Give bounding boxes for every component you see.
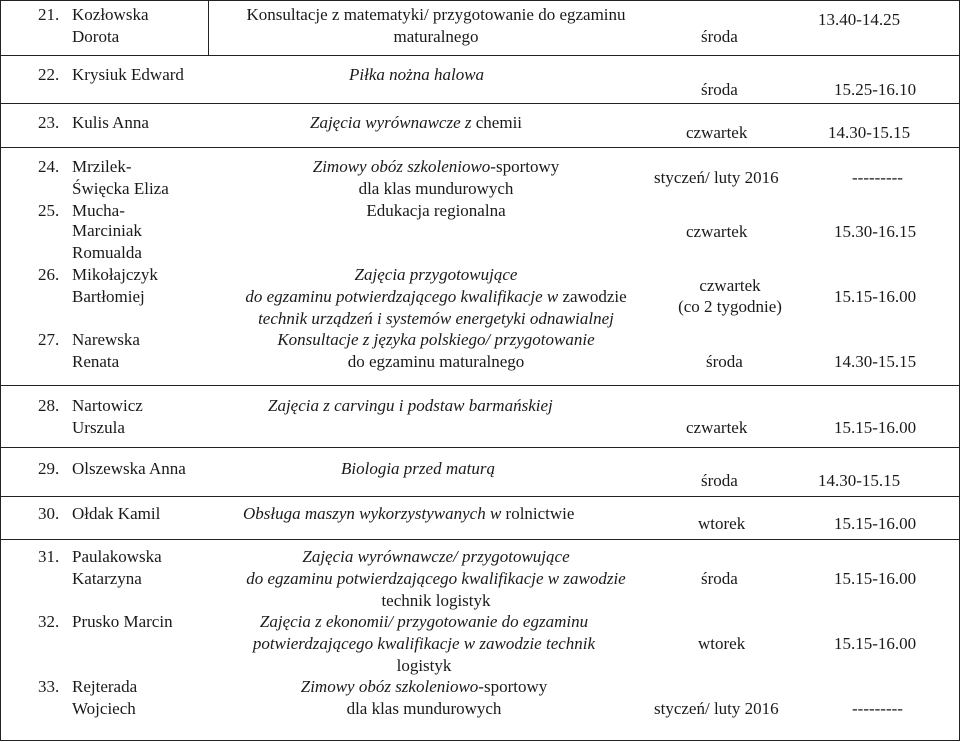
teacher-name: Narewska bbox=[72, 330, 140, 349]
day: środa bbox=[701, 80, 738, 99]
activity-name-part: Zimowy obóz szkoleniowo- bbox=[312, 157, 496, 176]
column-divider bbox=[208, 0, 209, 56]
activity-name: Piłka nożna halowa bbox=[349, 65, 485, 84]
day-note: (co 2 tygodnie) bbox=[678, 297, 782, 316]
time: --------- bbox=[852, 168, 903, 187]
row-number: 31. bbox=[38, 547, 60, 566]
teacher-name: Bartłomiej bbox=[72, 287, 145, 306]
time: 15.30-16.15 bbox=[834, 222, 917, 241]
row-divider bbox=[0, 385, 960, 386]
activity-name: technik urządzeń i systemów energetyki odnawialnej bbox=[258, 309, 614, 328]
day: środa bbox=[701, 27, 738, 46]
row-number: 28. bbox=[38, 396, 60, 415]
day: styczeń/ luty 2016 bbox=[654, 699, 779, 718]
activity-name: Zajęcia przygotowujące bbox=[354, 265, 518, 284]
activity-name: Biologia przed maturą bbox=[341, 459, 495, 478]
day: wtorek bbox=[698, 634, 746, 653]
activity-name: logistyk bbox=[396, 656, 452, 675]
activity-name-part: Zimowy obóz szkoleniowo- bbox=[300, 677, 484, 696]
teacher-name: Rejterada bbox=[72, 677, 138, 696]
activity-name-part: chemii bbox=[475, 113, 523, 132]
teacher-name: Mrzilek- bbox=[72, 157, 132, 176]
teacher-name: Mikołajczyk bbox=[72, 265, 158, 284]
activity-name: dla klas mundurowych bbox=[358, 179, 514, 198]
activity-name-part: zawodzie bbox=[562, 287, 627, 306]
time: 15.15-16.00 bbox=[834, 514, 917, 533]
teacher-name: Nartowicz bbox=[72, 396, 143, 415]
activity-name: maturalnego bbox=[393, 27, 479, 46]
teacher-name: Dorota bbox=[72, 27, 120, 46]
row-number: 30. bbox=[38, 504, 60, 523]
row-divider bbox=[0, 447, 960, 448]
activity-name: potwierdzającego kwalifikacje w zawodzie technik bbox=[252, 634, 596, 653]
activity-name-part: sportowy bbox=[483, 677, 548, 696]
activity-name: dla klas mundurowych bbox=[346, 699, 502, 718]
day: wtorek bbox=[698, 514, 746, 533]
teacher-name: Marciniak bbox=[72, 221, 142, 240]
activity-name: technik logistyk bbox=[381, 591, 491, 610]
row-divider bbox=[0, 147, 960, 148]
row-divider bbox=[0, 539, 960, 540]
row-divider bbox=[0, 496, 960, 497]
row-number: 21. bbox=[38, 5, 60, 24]
day: czwartek bbox=[699, 276, 761, 295]
time: 15.15-16.00 bbox=[834, 569, 917, 588]
row-number: 33. bbox=[38, 677, 60, 696]
table-border-top bbox=[0, 0, 960, 1]
activity-name-part: Zajęcia wyrównawcze z bbox=[310, 113, 472, 132]
table-border-bottom bbox=[0, 740, 960, 741]
activity-name: Zajęcia wyrównawcze/ przygotowujące bbox=[302, 547, 570, 566]
day: czwartek bbox=[686, 123, 748, 142]
time: 14.30-15.15 bbox=[828, 123, 911, 142]
day: styczeń/ luty 2016 bbox=[654, 168, 779, 187]
day: środa bbox=[701, 569, 738, 588]
activity-name: Zajęcia z ekonomii/ przygotowanie do egzaminu bbox=[259, 612, 589, 631]
teacher-name: Wojciech bbox=[72, 699, 136, 718]
teacher-name: Romualda bbox=[72, 243, 142, 262]
row-divider bbox=[0, 103, 960, 104]
time: --------- bbox=[852, 699, 903, 718]
time: 15.25-16.10 bbox=[834, 80, 917, 99]
activity-name bbox=[200, 677, 648, 697]
table-border-left bbox=[0, 0, 1, 741]
time: 15.15-16.00 bbox=[834, 634, 917, 653]
teacher-name: Święcka Eliza bbox=[72, 179, 169, 198]
row-number: 24. bbox=[38, 157, 60, 176]
teacher-name: Kozłowska bbox=[72, 5, 149, 24]
teacher-name: Ołdak Kamil bbox=[72, 504, 161, 523]
activity-name bbox=[212, 157, 660, 177]
activity-name: Edukacja regionalna bbox=[366, 201, 506, 220]
teacher-name: Mucha- bbox=[72, 201, 125, 220]
activity-name: do egzaminu maturalnego bbox=[347, 352, 525, 371]
teacher-name: Katarzyna bbox=[72, 569, 142, 588]
time: 13.40-14.25 bbox=[818, 10, 901, 29]
activity-name bbox=[310, 113, 522, 133]
teacher-name: Krysiuk Edward bbox=[72, 65, 184, 84]
row-number: 32. bbox=[38, 612, 60, 631]
teacher-name: Renata bbox=[72, 352, 120, 371]
teacher-name: Paulakowska bbox=[72, 547, 162, 566]
activity-name: do egzaminu potwierdzającego kwalifikacje w zawodzie bbox=[246, 569, 626, 588]
activity-name: Zajęcia z carvingu i podstaw barmańskiej bbox=[268, 396, 553, 415]
day: czwartek bbox=[686, 418, 748, 437]
teacher-name: Urszula bbox=[72, 418, 125, 437]
time: 14.30-15.15 bbox=[818, 471, 901, 490]
activity-name-part: do egzaminu potwierdzającego kwalifikacje w bbox=[245, 287, 559, 306]
day: środa bbox=[706, 352, 743, 371]
row-number: 25. bbox=[38, 201, 60, 220]
teacher-name: Prusko Marcin bbox=[72, 612, 173, 631]
day: środa bbox=[701, 471, 738, 490]
time: 15.15-16.00 bbox=[834, 287, 917, 306]
time: 15.15-16.00 bbox=[834, 418, 917, 437]
row-number: 22. bbox=[38, 65, 60, 84]
row-number: 26. bbox=[38, 265, 60, 284]
row-divider bbox=[0, 55, 960, 56]
teacher-name: Kulis Anna bbox=[72, 113, 149, 132]
row-number: 27. bbox=[38, 330, 60, 349]
row-number: 23. bbox=[38, 113, 60, 132]
activity-name-part: Obsługa maszyn wykorzystywanych w bbox=[243, 504, 502, 523]
activity-name bbox=[212, 287, 660, 307]
time: 14.30-15.15 bbox=[834, 352, 917, 371]
activity-name: Konsultacje z matematyki/ przygotowanie do egzaminu bbox=[246, 5, 626, 24]
row-number: 29. bbox=[38, 459, 60, 478]
activity-name: Konsultacje z języka polskiego/ przygotowanie bbox=[277, 330, 595, 349]
activity-name-part: sportowy bbox=[495, 157, 560, 176]
day: czwartek bbox=[686, 222, 748, 241]
activity-name-part: rolnictwie bbox=[505, 504, 575, 523]
activity-name bbox=[243, 504, 574, 524]
teacher-name: Olszewska Anna bbox=[72, 459, 186, 478]
